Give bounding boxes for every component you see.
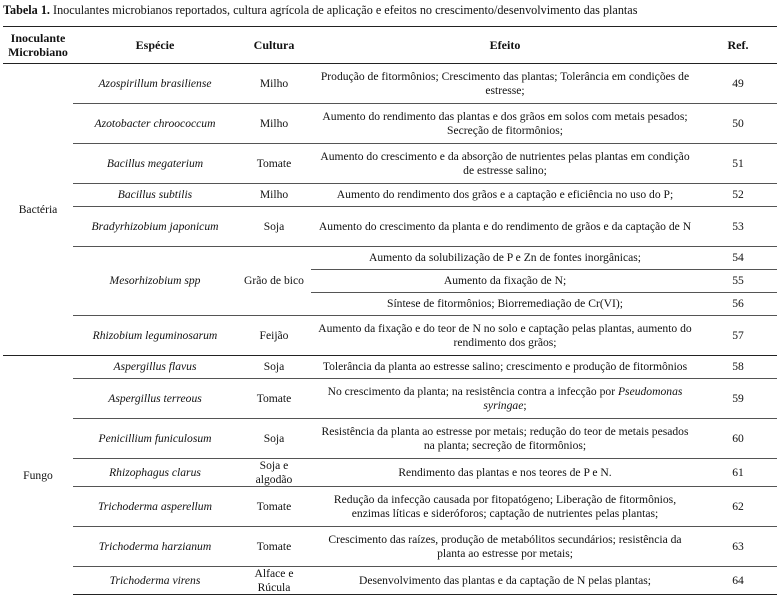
ref-cell: 57 [699,316,777,356]
effect-cell: Síntese de fitormônios; Biorremediação de Cr(VI); [311,293,699,316]
ref-cell: 52 [699,184,777,207]
table-row [3,144,777,184]
effect-cell: Rendimento das plantas e nos teores de P e N. [311,459,699,487]
crop-cell: Tomate [237,144,311,184]
header-ref: Ref. [699,27,777,64]
ref-cell: 62 [699,487,777,527]
table-row [3,487,777,527]
group-bacteria: Bactéria [18,202,58,216]
ref-cell: 59 [699,379,777,419]
ref-cell: 63 [699,527,777,567]
ref-cell: 53 [699,207,777,247]
species-cell: Trichoderma asperellum [73,487,237,527]
header-especie: Espécie [73,27,237,64]
effect-cell: Aumento do crescimento e da absorção de nutrientes pelas plantas em condição de estresse salino; [311,144,699,184]
header-cultura: Cultura [237,27,311,64]
table-row [3,316,777,356]
species-cell: Trichoderma virens [73,567,237,595]
ref-cell: 61 [699,459,777,487]
effect-cell: Crescimento das raízes, produção de metabólitos secundários; resistência da planta ao estresse por metais; [311,527,699,567]
crop-cell: Tomate [237,527,311,567]
table-row [3,247,777,270]
effect-cell: Aumento da fixação e do teor de N no solo e captação pelas plantas, aumento do rendimento dos grãos; [311,316,699,356]
effect-cell: Resistência da planta ao estresse por metais; redução do teor de metais pesados na planta; secreção de fitormônios; [311,419,699,459]
effect-cell: Produção de fitormônios; Crescimento das plantas; Tolerância em condições de estresse; [320,70,690,97]
header-inoculante: Inoculante Microbiano [3,27,73,64]
table-caption [3,3,777,18]
group-fungo: Fungo [3,356,73,595]
crop-cell: Alface e Rúcula [237,567,311,595]
effect-cell: Aumento do rendimento das plantas e dos grãos em solos com metais pesados; Secreção de fitormônios; [311,104,699,144]
species-cell: Rhizobium leguminosarum [73,316,237,356]
crop-cell: Grão de bico [237,247,311,316]
crop-cell: Milho [237,104,311,144]
ref-cell: 51 [699,144,777,184]
crop-cell: Soja [237,356,311,379]
species-cell: Rhizophagus clarus [73,459,237,487]
caption-text: Inoculantes microbianos reportados, cultura agrícola de aplicação e efeitos no crescimento/desenvolvimento das plantas [49,3,638,17]
crop-cell: Feijão [237,316,311,356]
species-cell: Bradyrhizobium japonicum [73,207,237,247]
table-row [3,184,777,207]
effect-cell: Aumento da solubilização de P e Zn de fontes inorgânicas; [311,247,699,270]
effect-text: No crescimento da planta; na resistência contra a infecção por [327,385,618,398]
crop-cell: Soja [237,207,311,247]
effect-cell: Tolerância da planta ao estresse salino; crescimento e produção de fitormônios [311,356,699,379]
species-cell: Bacillus subtilis [73,184,237,207]
table-row [3,104,777,144]
crop-cell: Soja e algodão [237,459,311,487]
caption-label: Tabela 1. [3,3,50,17]
table-row [3,459,777,487]
ref-cell: 49 [732,76,744,90]
crop-cell: Tomate [237,487,311,527]
crop-cell: Tomate [237,379,311,419]
table-row [3,356,777,379]
ref-cell: 56 [699,293,777,316]
effect-cell: Desenvolvimento das plantas e da captação de N pelas plantas; [311,567,699,595]
species-cell: Azotobacter chroococcum [73,104,237,144]
species-cell: Bacillus megaterium [73,144,237,184]
effect-cell [311,379,699,419]
header-row [3,27,777,64]
species-cell: Azospirillum brasiliense [98,76,212,90]
table-row [3,567,777,595]
ref-cell: 60 [699,419,777,459]
table-row [3,379,777,419]
crop-cell: Milho [259,76,289,90]
effect-cell: Aumento do crescimento da planta e do rendimento de grãos e da captação de N [311,207,699,247]
table-row [3,64,777,104]
species-cell: Mesorhizobium spp [73,247,237,316]
crop-cell: Soja [237,419,311,459]
effect-pathogen-name: Pseudomonas syringae [483,385,683,412]
species-cell: Aspergillus flavus [73,356,237,379]
header-efeito: Efeito [311,27,699,64]
table-row [3,527,777,567]
ref-cell: 55 [699,270,777,293]
ref-cell: 50 [699,104,777,144]
species-cell: Penicillium funiculosum [73,419,237,459]
effect-cell: Redução da infecção causada por fitopatógeno; Liberação de fitormônios, enzimas líticas e sideróforos; captação de nutrientes pelas plantas; [311,487,699,527]
ref-cell: 58 [699,356,777,379]
species-cell: Aspergillus terreous [73,379,237,419]
effect-text-end: ; [523,398,527,412]
ref-cell: 64 [699,567,777,595]
ref-cell: 54 [699,247,777,270]
crop-cell: Milho [237,184,311,207]
table-row [3,419,777,459]
species-cell: Trichoderma harzianum [73,527,237,567]
inoculants-table [3,26,777,595]
effect-cell: Aumento do rendimento dos grãos e a captação e eficiência no uso do P; [311,184,699,207]
effect-cell: Aumento da fixação de N; [311,270,699,293]
table-row [3,207,777,247]
